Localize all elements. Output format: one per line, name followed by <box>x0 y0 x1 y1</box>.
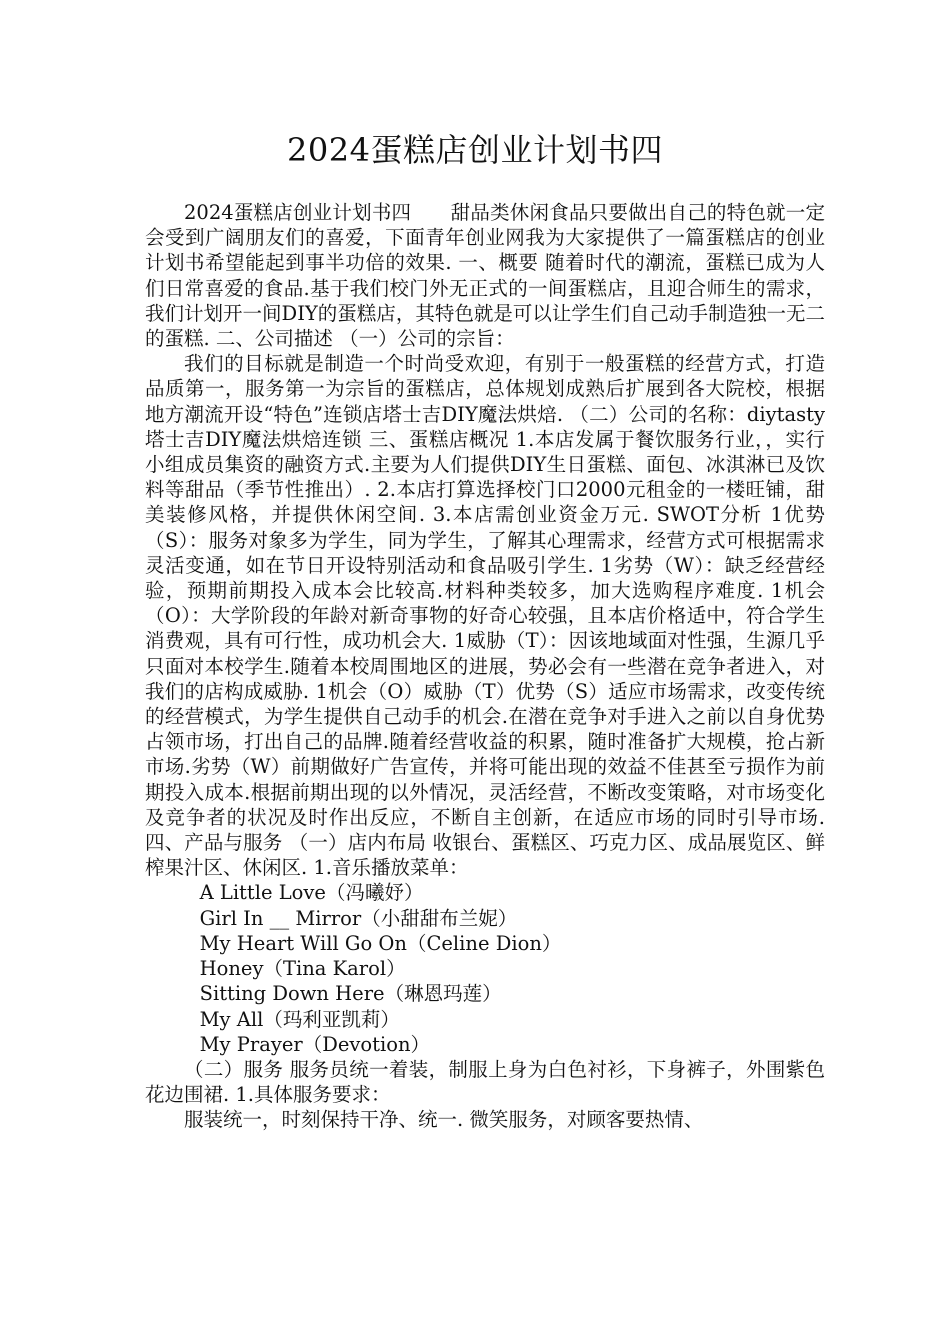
paragraph-service-requirements: 服装统一，时刻保持干净、统一. 微笑服务，对顾客要热情、 <box>184 1108 704 1132</box>
document-title: 2024蛋糕店创业计划书四 <box>287 131 663 169</box>
song-item: Sitting Down Here（琳恩玛莲） <box>199 982 502 1006</box>
music-playlist <box>145 880 825 1056</box>
paragraph-intro: 2024蛋糕店创业计划书四 甜品类休闲食品只要做出自己的特色就一定会受到广阔朋友们的喜爱，下面青年创业网我为大家提供了一篇蛋糕店的创业计划书希望能起到事半功倍的效果. 一、概要 随着时代的潮流，蛋糕已成为人们日常喜爱的食品.基于我们校门外无正式的一间蛋糕店，且迎合师生的需求，我们计划开一间DIY的蛋糕店，其特色就是可以让学生们自己动手制造独一无二的蛋糕. 二、公司描述 （一）公司的宗旨： <box>145 201 825 351</box>
paragraph-main: 我们的目标就是制造一个时尚受欢迎，有别于一般蛋糕的经营方式，打造品质第一，服务第一为宗旨的蛋糕店，总体规划成熟后扩展到各大院校，根据地方潮流开设“特色”连锁店塔士吉DIY魔法烘焙. （二）公司的名称：diytasty塔士吉DIY魔法烘焙连锁 三、蛋糕店概况 1.本店发属于餐饮服务行业，，实行小组成员集资的融资方式.主要为人们提供DIY生日蛋糕、面包、冰淇淋已及饮料等甜品（季节性推出）. 2.本店打算选择校门口2000元租金的一楼旺铺，甜美装修风格，并提供休闲空间. 3.本店需创业资金万元. SWOT分析 1优势（S）：服务对象多为学生，同为学生，了解其心理需求，经营方式可根据需求灵活变通，如在节日开设特别活动和食品吸引学生. 1劣势（W）：缺乏经营经验，预期前期投入成本会比较高.材料种类较多，加大选购程序难度. 1机会（O）：大学阶段的年龄对新奇事物的好奇心较强，且本店价格适中，符合学生消费观，具有可行性，成功机会大. 1威胁（T）：因该地域面对性强，生源几乎只面对本校学生.随着本校周围地区的进展，势必会有一些潜在竞争者进入，对我们的店构成威胁. 1机会（O）威胁（T）优势（S）适应市场需求，改变传统的经营模式，为学生提供自己动手的机会.在潜在竞争对手进入之前以自身优势占领市场，打出自己的品牌.随着经营收益的积累，随时准备扩大规模，抢占新市场.劣势（W）前期做好广告宣传，并将可能出现的效益不佳甚至亏损作为前期投入成本.根据前期出现的以外情况，灵活经营，不断改变策略，对市场变化及竞争者的状况及时作出反应，不断自主创新，在适应市场的同时引导市场. 四、产品与服务 （一）店内布局 收银台、蛋糕区、巧克力区、成品展览区、鲜榨果汁区、休闲区. 1.音乐播放菜单： <box>145 352 825 880</box>
document-body <box>145 200 825 1133</box>
song-item: Honey（Tina Karol） <box>199 957 406 981</box>
song-item: Girl In __ Mirror（小甜甜布兰妮） <box>199 906 518 930</box>
song-item: My Heart Will Go On（Celine Dion） <box>199 931 562 955</box>
song-item: A Little Love（冯曦妤） <box>199 881 424 905</box>
paragraph-service: （二）服务 服务员统一着装，制服上身为白色衬衫，下身裤子，外围紫色花边围裙. 1.具体服务要求： <box>145 1057 825 1107</box>
song-item: My All（玛利亚凯莉） <box>199 1007 400 1031</box>
song-item: My Prayer（Devotion） <box>199 1032 431 1056</box>
